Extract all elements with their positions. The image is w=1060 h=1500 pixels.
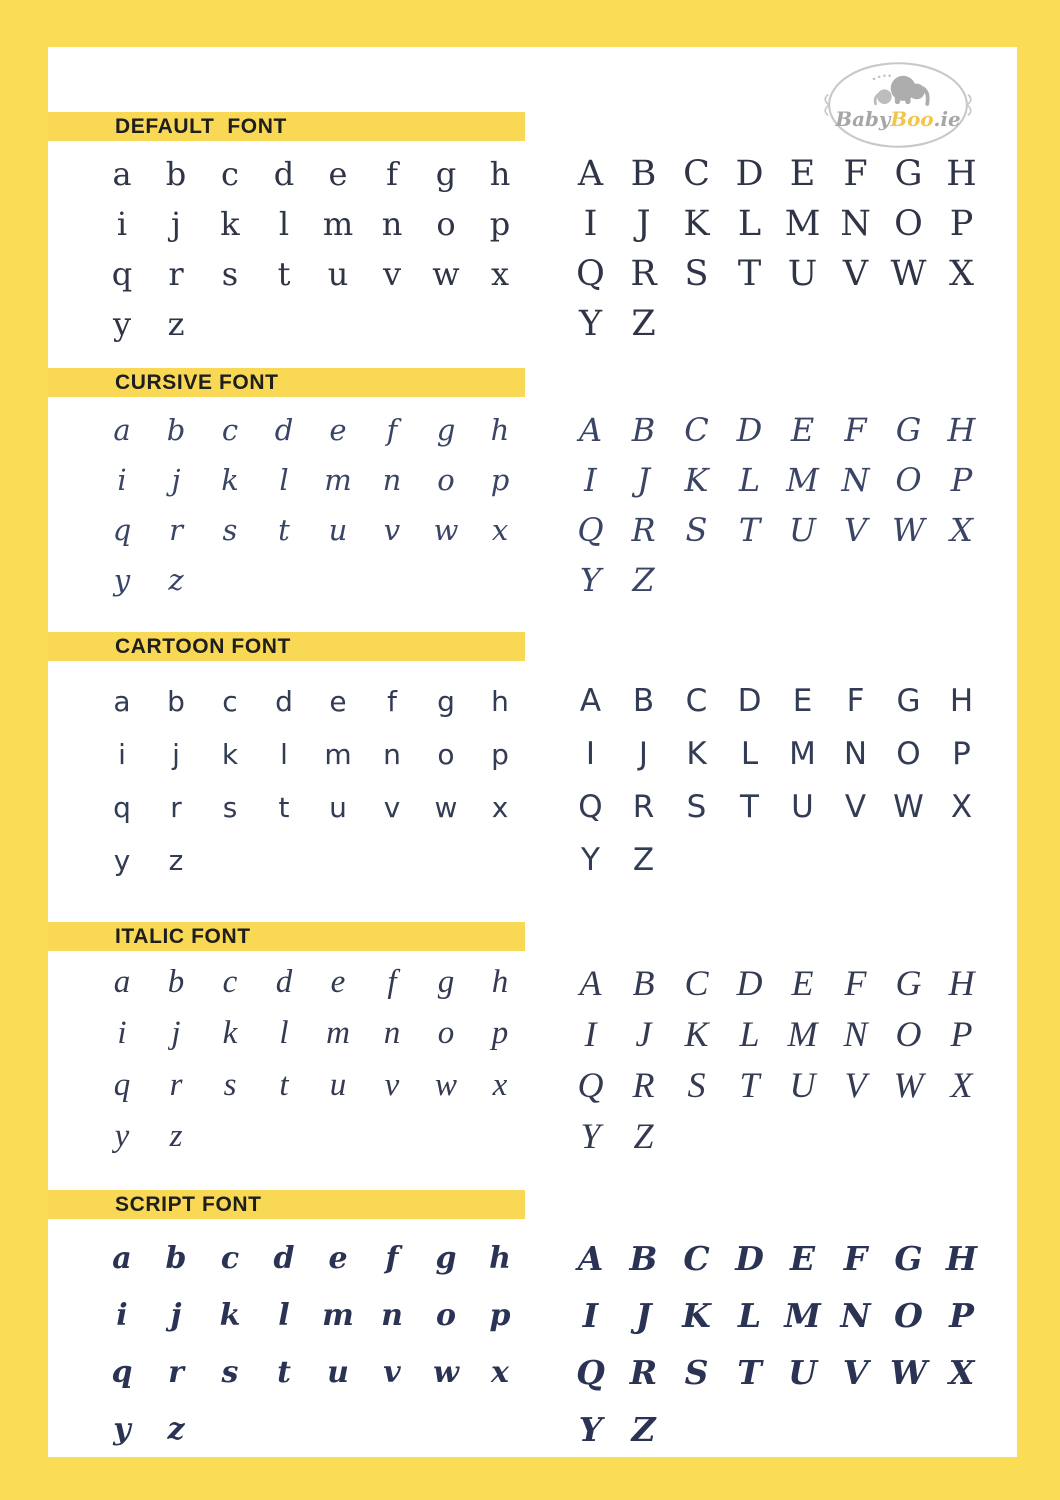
logo-text xyxy=(834,107,960,131)
letter-glyph: v xyxy=(383,512,401,547)
letter-glyph: E xyxy=(789,1239,816,1278)
letter-glyph: i xyxy=(117,1015,127,1052)
section-header xyxy=(48,112,525,141)
letter-glyph: b xyxy=(167,684,185,718)
letter-glyph: Y xyxy=(581,842,600,878)
letter-glyph: v xyxy=(382,255,402,293)
letter-glyph: s xyxy=(223,1066,237,1103)
letter-glyph: V xyxy=(842,253,869,294)
letter-glyph: H xyxy=(948,962,975,1003)
letter-glyph: F xyxy=(843,1239,868,1278)
letter-glyph: G xyxy=(894,153,923,194)
letter-glyph: g xyxy=(437,684,455,718)
letter-glyph: a xyxy=(113,412,131,447)
letter-glyph: W xyxy=(889,1353,928,1392)
letter-glyph: S xyxy=(684,253,709,294)
letter-glyph: V xyxy=(844,1065,867,1106)
letter-glyph: U xyxy=(788,1353,817,1392)
letter-glyph: P xyxy=(950,461,973,499)
letter-glyph: M xyxy=(786,461,819,499)
uppercase-alphabet-grid xyxy=(564,149,988,349)
letter-glyph: N xyxy=(841,461,870,499)
letter-glyph: a xyxy=(112,155,132,193)
letter-glyph: B xyxy=(629,1239,658,1278)
letter-glyph: p xyxy=(489,205,511,243)
letter-glyph: m xyxy=(322,205,354,243)
letter-glyph: z xyxy=(167,305,185,343)
letter-glyph: Z xyxy=(633,1116,654,1157)
letter-glyph: V xyxy=(843,511,868,549)
lowercase-alphabet-grid xyxy=(95,1230,527,1458)
letter-glyph: w xyxy=(434,1066,457,1103)
letter-glyph: F xyxy=(844,962,867,1003)
letter-glyph: h xyxy=(490,412,510,447)
letter-glyph: Z xyxy=(632,561,655,599)
letter-glyph: M xyxy=(789,736,816,772)
letter-glyph: h xyxy=(489,1240,511,1276)
letter-glyph: L xyxy=(740,736,759,772)
letter-glyph: I xyxy=(584,461,597,499)
letter-glyph: P xyxy=(949,203,974,244)
uppercase-alphabet-grid xyxy=(564,1230,988,1458)
letter-glyph: p xyxy=(489,1297,511,1333)
letter-glyph: k xyxy=(221,462,239,497)
letter-glyph: A xyxy=(577,1239,604,1278)
letter-glyph: P xyxy=(952,736,971,772)
letter-glyph: u xyxy=(329,1066,347,1103)
letter-glyph: d xyxy=(275,684,293,718)
letter-glyph: s xyxy=(222,512,238,547)
letter-glyph: j xyxy=(171,205,181,243)
letter-glyph: O xyxy=(894,203,923,244)
letter-glyph: i xyxy=(116,205,128,243)
letter-glyph: G xyxy=(895,411,922,449)
elephant-icon xyxy=(873,75,928,104)
logo-text-domain: .ie xyxy=(933,106,961,131)
letter-glyph: o xyxy=(437,1015,455,1052)
letter-glyph: l xyxy=(280,737,288,771)
letter-glyph: x xyxy=(490,255,510,293)
section-header xyxy=(48,632,525,661)
letter-glyph: y xyxy=(114,1117,130,1154)
letter-glyph: q xyxy=(113,790,131,824)
letter-glyph: T xyxy=(737,1353,762,1392)
letter-glyph: j xyxy=(171,462,181,497)
letter-glyph: O xyxy=(895,461,922,499)
letter-glyph: g xyxy=(435,155,457,193)
letter-glyph: O xyxy=(895,1013,922,1054)
letter-glyph: i xyxy=(117,462,127,497)
letter-glyph: U xyxy=(789,511,816,549)
letter-glyph: J xyxy=(635,1296,652,1335)
letter-glyph: D xyxy=(736,411,763,449)
letter-glyph: D xyxy=(735,153,764,194)
letter-glyph: Y xyxy=(578,303,603,344)
letter-glyph: W xyxy=(893,789,924,825)
letter-glyph: S xyxy=(685,511,708,549)
letter-glyph: z xyxy=(167,1411,185,1447)
letter-glyph: M xyxy=(784,1296,821,1335)
letter-glyph: s xyxy=(221,1354,239,1390)
letter-glyph: v xyxy=(383,1354,401,1390)
letter-glyph: T xyxy=(739,1065,760,1106)
letter-glyph: s xyxy=(221,255,239,293)
letter-glyph: y xyxy=(112,305,132,343)
letter-glyph: Q xyxy=(576,253,605,294)
letter-glyph: W xyxy=(890,253,927,294)
letter-glyph: u xyxy=(328,512,348,547)
letter-glyph: c xyxy=(220,1240,240,1276)
letter-glyph: A xyxy=(579,683,602,719)
letter-glyph: v xyxy=(384,1066,400,1103)
lowercase-alphabet-grid xyxy=(95,149,527,349)
lowercase-alphabet-grid xyxy=(95,675,527,887)
letter-glyph: R xyxy=(630,253,657,294)
letter-glyph: K xyxy=(684,461,709,499)
letter-glyph: w xyxy=(434,790,458,824)
letter-glyph: W xyxy=(893,1065,924,1106)
letter-glyph: i xyxy=(116,1297,128,1333)
letter-glyph: N xyxy=(840,1296,871,1335)
letter-glyph: w xyxy=(433,512,459,547)
letter-glyph: R xyxy=(632,789,655,825)
letter-glyph: F xyxy=(844,411,867,449)
letter-glyph: p xyxy=(491,1015,509,1052)
letter-glyph: E xyxy=(791,962,814,1003)
letter-glyph: a xyxy=(112,1240,132,1276)
letter-glyph: L xyxy=(738,461,761,499)
letter-glyph: K xyxy=(683,203,710,244)
letter-glyph: Z xyxy=(631,303,656,344)
letter-glyph: u xyxy=(329,790,347,824)
letter-glyph: U xyxy=(787,253,818,294)
letter-glyph: B xyxy=(631,411,656,449)
letter-glyph: H xyxy=(947,411,976,449)
letter-glyph: C xyxy=(683,1239,710,1278)
letter-glyph: m xyxy=(322,1297,354,1333)
letter-glyph: x xyxy=(492,1066,508,1103)
letter-glyph: C xyxy=(685,683,708,719)
letter-glyph: t xyxy=(278,790,290,824)
letter-glyph: Q xyxy=(577,511,604,549)
letter-glyph: h xyxy=(491,964,509,1001)
letter-glyph: u xyxy=(327,255,349,293)
letter-glyph: Z xyxy=(631,1410,656,1449)
letter-glyph: d xyxy=(273,155,295,193)
letter-glyph: X xyxy=(949,253,974,294)
letter-glyph: N xyxy=(840,203,871,244)
letter-glyph: o xyxy=(437,737,455,771)
letter-glyph: j xyxy=(170,1297,182,1333)
letter-glyph: H xyxy=(945,1239,978,1278)
letter-glyph: T xyxy=(738,511,761,549)
letter-glyph: I xyxy=(584,1013,597,1054)
section-title: SCRIPT FONT xyxy=(115,1192,262,1216)
scalloped-frame-icon xyxy=(825,63,971,146)
letter-glyph: q xyxy=(111,1354,133,1390)
letter-glyph: m xyxy=(326,1015,350,1052)
letter-glyph: r xyxy=(168,1354,184,1390)
letter-glyph: H xyxy=(946,153,977,194)
letter-glyph: d xyxy=(274,412,294,447)
letter-glyph: n xyxy=(383,1015,401,1052)
paper xyxy=(48,47,1017,1457)
letter-glyph: X xyxy=(950,511,973,549)
letter-glyph: P xyxy=(949,1296,974,1335)
letter-glyph: a xyxy=(113,684,131,718)
letter-glyph: F xyxy=(846,683,865,719)
letter-glyph: d xyxy=(275,964,293,1001)
letter-glyph: Q xyxy=(578,789,603,825)
letter-glyph: o xyxy=(435,1297,456,1333)
section-header xyxy=(48,1190,525,1219)
letter-glyph: d xyxy=(273,1240,295,1276)
letter-glyph: Q xyxy=(577,1065,604,1106)
letter-glyph: z xyxy=(168,562,184,597)
letter-glyph: Y xyxy=(578,1410,603,1449)
letter-glyph: b xyxy=(165,1240,187,1276)
letter-glyph: R xyxy=(632,1065,655,1106)
letter-glyph: N xyxy=(843,736,868,772)
letter-glyph: k xyxy=(219,1297,241,1333)
letter-glyph: X xyxy=(950,789,973,825)
letter-glyph: g xyxy=(437,964,455,1001)
uppercase-alphabet-grid xyxy=(564,675,988,887)
uppercase-alphabet-grid xyxy=(564,405,988,605)
letter-glyph: a xyxy=(113,964,131,1001)
letter-glyph: T xyxy=(740,789,759,825)
letter-glyph: r xyxy=(168,255,184,293)
letter-glyph: D xyxy=(736,962,763,1003)
letter-glyph: k xyxy=(222,1015,238,1052)
letter-glyph: Y xyxy=(580,1116,601,1157)
letter-glyph: U xyxy=(789,1065,816,1106)
letter-glyph: p xyxy=(491,737,509,771)
letter-glyph: F xyxy=(843,153,868,194)
letter-glyph: b xyxy=(166,412,186,447)
letter-glyph: V xyxy=(844,789,867,825)
letter-glyph: s xyxy=(222,790,238,824)
letter-glyph: u xyxy=(327,1354,349,1390)
letter-glyph: b xyxy=(167,964,185,1001)
letter-glyph: w xyxy=(432,255,460,293)
letter-glyph: K xyxy=(684,1013,709,1054)
letter-glyph: X xyxy=(948,1353,975,1392)
letter-glyph: c xyxy=(222,964,238,1001)
letter-glyph: m xyxy=(324,462,352,497)
letter-glyph: g xyxy=(436,412,456,447)
letter-glyph: y xyxy=(113,843,131,877)
letter-glyph: l xyxy=(278,205,290,243)
letter-glyph: I xyxy=(582,1296,599,1335)
letter-glyph: e xyxy=(329,412,347,447)
letter-glyph: R xyxy=(629,1353,658,1392)
letter-glyph: t xyxy=(278,512,290,547)
letter-glyph: n xyxy=(381,1297,403,1333)
lowercase-alphabet-grid xyxy=(95,405,527,605)
letter-glyph: J xyxy=(635,1013,652,1054)
letter-glyph: K xyxy=(682,1296,711,1335)
letter-glyph: p xyxy=(490,462,510,497)
letter-glyph: S xyxy=(686,789,707,825)
letter-glyph: D xyxy=(737,683,762,719)
letter-glyph: S xyxy=(687,1065,706,1106)
letter-glyph: J xyxy=(636,203,651,244)
letter-glyph: e xyxy=(329,684,347,718)
letter-glyph: j xyxy=(171,1015,181,1052)
letter-glyph: C xyxy=(684,962,709,1003)
letter-glyph: O xyxy=(896,736,921,772)
letter-glyph: Y xyxy=(579,561,602,599)
letter-glyph: G xyxy=(895,962,922,1003)
letter-glyph: A xyxy=(579,962,602,1003)
letter-glyph: c xyxy=(221,155,239,193)
letter-glyph: L xyxy=(737,1296,762,1335)
letter-glyph: O xyxy=(894,1296,923,1335)
letter-glyph: P xyxy=(950,1013,973,1054)
uppercase-alphabet-grid xyxy=(564,957,988,1162)
letter-glyph: t xyxy=(279,1066,289,1103)
letter-glyph: m xyxy=(324,737,352,771)
letter-glyph: E xyxy=(792,683,813,719)
letter-glyph: V xyxy=(842,1353,869,1392)
section-title: DEFAULT FONT xyxy=(115,114,287,138)
letter-glyph: k xyxy=(221,737,239,771)
letter-glyph: J xyxy=(637,461,650,499)
letter-glyph: r xyxy=(169,512,183,547)
letter-glyph: n xyxy=(383,737,401,771)
letter-glyph: A xyxy=(577,153,604,194)
letter-glyph: h xyxy=(489,155,511,193)
letter-glyph: Z xyxy=(632,842,655,878)
letter-glyph: x xyxy=(491,790,509,824)
letter-glyph: U xyxy=(791,789,814,825)
letter-glyph: w xyxy=(433,1354,459,1390)
letter-glyph: G xyxy=(894,1239,923,1278)
letter-glyph: W xyxy=(892,511,925,549)
letter-glyph: f xyxy=(387,964,397,1001)
letter-glyph: g xyxy=(435,1240,457,1276)
letter-glyph: N xyxy=(843,1013,868,1054)
letter-glyph: r xyxy=(170,790,182,824)
letter-glyph: c xyxy=(222,684,238,718)
letter-glyph: n xyxy=(381,205,403,243)
letter-glyph: x xyxy=(491,512,509,547)
letter-glyph: B xyxy=(632,683,655,719)
letter-glyph: j xyxy=(172,737,180,771)
letter-glyph: C xyxy=(684,411,709,449)
lowercase-alphabet-grid xyxy=(95,957,527,1162)
letter-glyph: l xyxy=(278,1297,290,1333)
letter-glyph: o xyxy=(436,205,456,243)
letter-glyph: x xyxy=(491,1354,509,1390)
letter-glyph: G xyxy=(896,683,921,719)
letter-glyph: q xyxy=(112,512,132,547)
letter-glyph: D xyxy=(735,1239,764,1278)
letter-glyph: f xyxy=(385,1240,399,1276)
section-header xyxy=(48,922,525,951)
letter-glyph: c xyxy=(221,412,239,447)
letter-glyph: J xyxy=(638,736,649,772)
letter-glyph: r xyxy=(169,1066,183,1103)
section-title: ITALIC FONT xyxy=(115,924,251,948)
letter-glyph: z xyxy=(168,843,184,877)
letter-glyph: f xyxy=(387,684,397,718)
letter-glyph: n xyxy=(382,462,402,497)
letter-glyph: q xyxy=(111,255,133,293)
logo-text-baby: Baby xyxy=(835,106,891,131)
letter-glyph: e xyxy=(330,964,346,1001)
letter-glyph: Q xyxy=(576,1353,605,1392)
letter-glyph: l xyxy=(279,1015,289,1052)
section-header xyxy=(48,368,525,397)
letter-glyph: e xyxy=(328,155,348,193)
letter-glyph: I xyxy=(583,203,598,244)
letter-glyph: S xyxy=(684,1353,709,1392)
letter-glyph: h xyxy=(491,684,509,718)
letter-glyph: C xyxy=(683,153,710,194)
letter-glyph: E xyxy=(790,411,815,449)
letter-glyph: X xyxy=(950,1065,973,1106)
letter-glyph: K xyxy=(686,736,707,772)
letter-glyph: M xyxy=(784,203,821,244)
letter-glyph: E xyxy=(789,153,816,194)
letter-glyph: A xyxy=(578,411,603,449)
letter-glyph: f xyxy=(386,412,398,447)
letter-glyph: B xyxy=(632,962,655,1003)
letter-glyph: z xyxy=(169,1117,183,1154)
letter-glyph: f xyxy=(386,155,398,193)
letter-glyph: i xyxy=(118,737,126,771)
section-title: CURSIVE FONT xyxy=(115,370,279,394)
letter-glyph: L xyxy=(737,203,762,244)
letter-glyph: k xyxy=(220,205,240,243)
letter-glyph: t xyxy=(277,1354,291,1390)
letter-glyph: L xyxy=(739,1013,760,1054)
letter-glyph: o xyxy=(437,462,455,497)
letter-glyph: b xyxy=(165,155,187,193)
logo-text-boo: Boo xyxy=(890,106,934,131)
letter-glyph: t xyxy=(277,255,291,293)
letter-glyph: v xyxy=(383,790,401,824)
section-title: CARTOON FONT xyxy=(115,634,291,658)
letter-glyph: R xyxy=(631,511,656,549)
letter-glyph: T xyxy=(737,253,762,294)
letter-glyph: e xyxy=(328,1240,348,1276)
letter-glyph: y xyxy=(113,1411,131,1447)
letter-glyph: I xyxy=(585,736,596,772)
letter-glyph: q xyxy=(113,1066,131,1103)
letter-glyph: M xyxy=(787,1013,818,1054)
letter-glyph: H xyxy=(949,683,974,719)
letter-glyph: y xyxy=(113,562,131,597)
babyboo-logo xyxy=(818,57,978,153)
letter-glyph: B xyxy=(630,153,657,194)
letter-glyph: l xyxy=(279,462,289,497)
